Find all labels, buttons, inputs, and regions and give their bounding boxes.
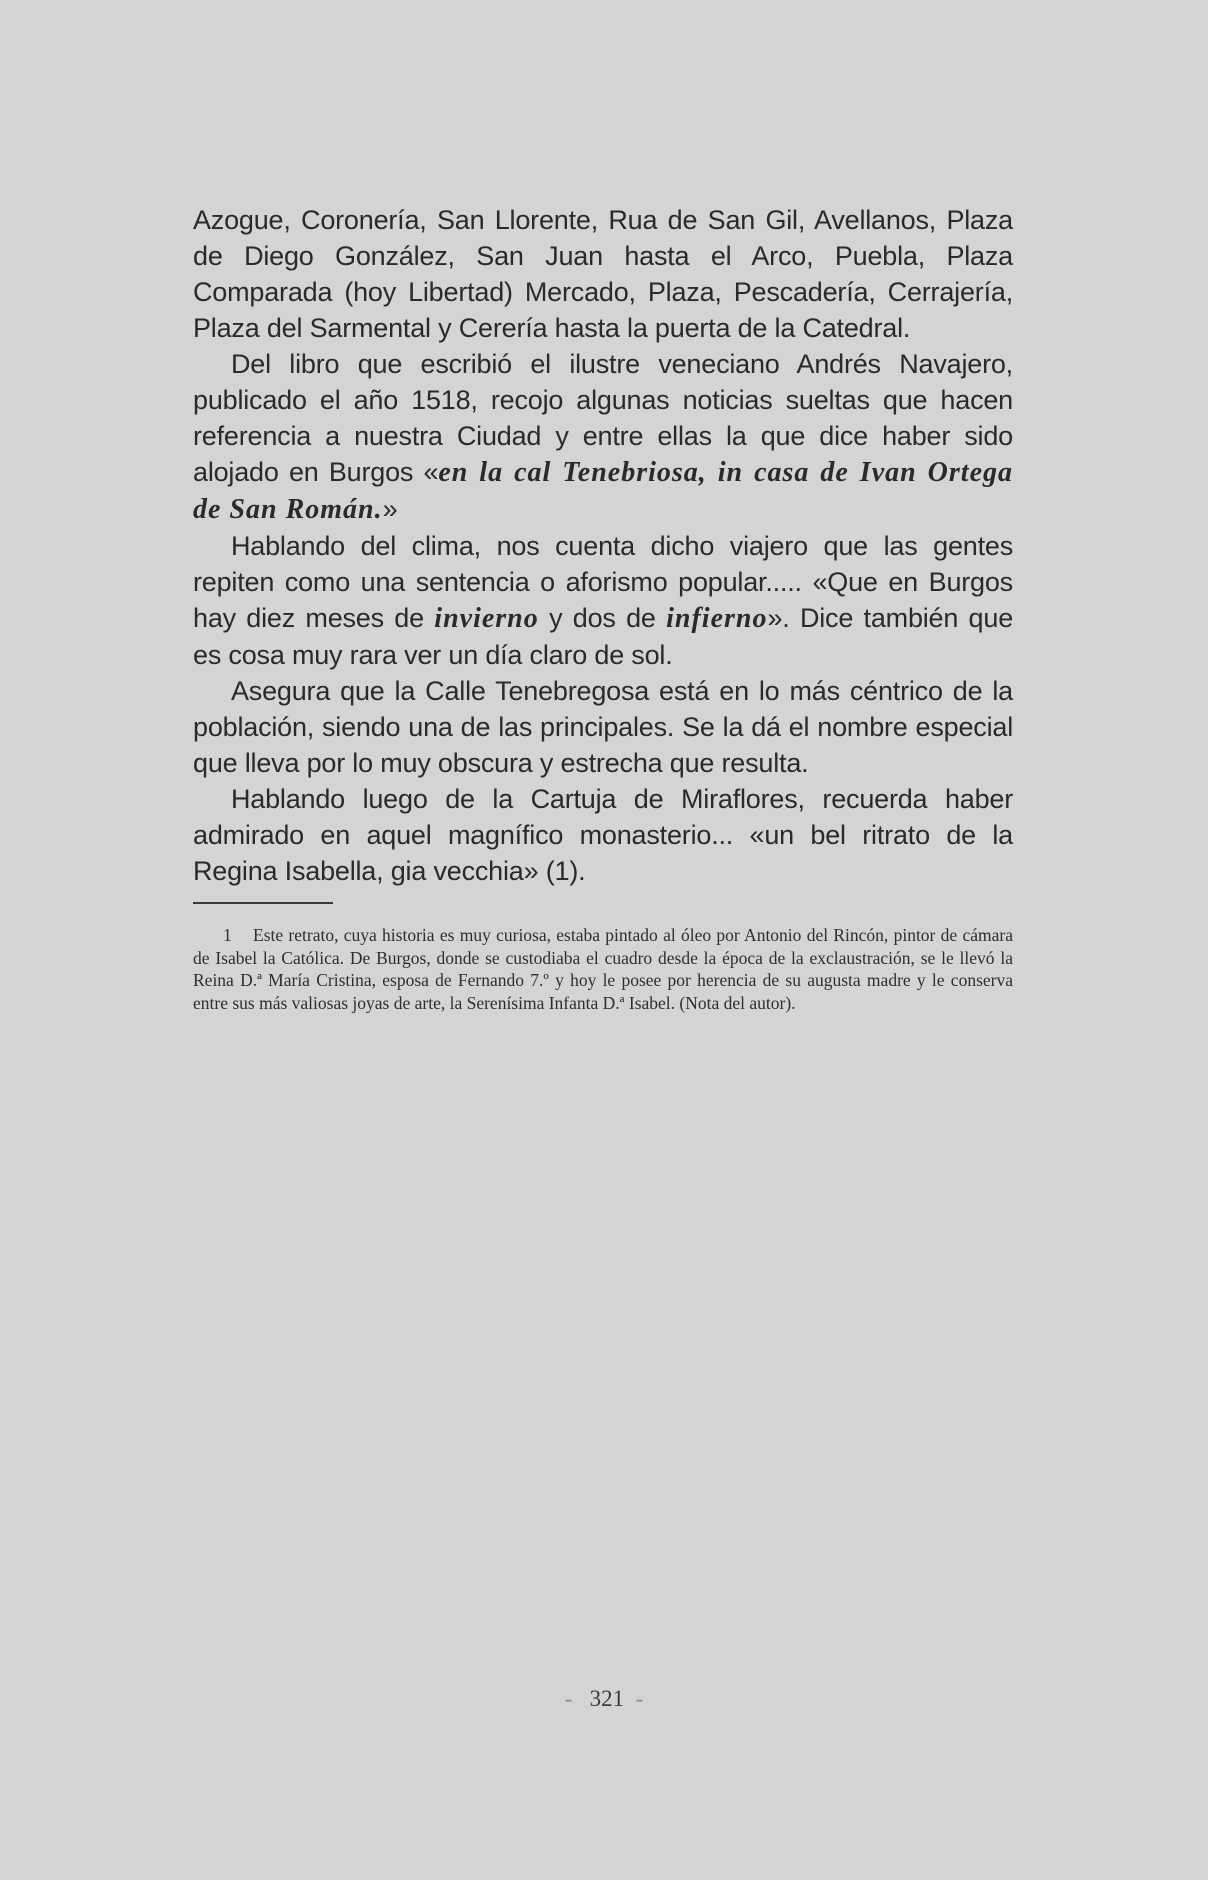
main-text bbox=[193, 202, 1013, 889]
paragraph-5: Hablando luego de la Cartuja de Miraflores, recuerda haber admirado en aquel magnífico monasterio... «un bel ritrato de la Regina Isabella, gia vecchia» (1). bbox=[193, 784, 1013, 886]
footnote-divider bbox=[193, 902, 333, 904]
page-number: 321 bbox=[589, 1686, 625, 1711]
paragraph-3-text-mid: y dos de bbox=[538, 603, 667, 633]
paragraph-2-text-a: Del libro que escribió el ilustre veneciano Andrés Navajero, publicado el año 1518, recojo algunas noticias sueltas que hacen referencia a nuestra Ciudad y entre ellas la que dice haber sido alojado en Burgos « bbox=[193, 349, 1013, 487]
paragraph-3-emphasis-2: infierno bbox=[666, 603, 768, 634]
paragraph-2-text-b: » bbox=[382, 494, 398, 524]
paragraph-2-emphasis: en la cal Tenebriosa, in casa de Ivan Ortega de San Román. bbox=[193, 457, 1014, 525]
paragraph-3-text-b: ». Dice también que es cosa muy rara ver un día claro de sol. bbox=[193, 603, 1014, 670]
paragraph-3-text-a: Hablando del clima, nos cuenta dicho viajero que las gentes repiten como una sentencia o aforismo popular..... «Que en Burgos hay diez meses de bbox=[193, 531, 1013, 633]
paragraph-4: Asegura que la Calle Tenebregosa está en lo más céntrico de la población, siendo una de las principales. Se la dá el nombre especial que lleva por lo muy obscura y estrecha que resulta. bbox=[193, 676, 1013, 778]
page-number-line bbox=[0, 1686, 1208, 1712]
footnote-number: 1 bbox=[223, 925, 232, 945]
paragraph-2 bbox=[193, 346, 1013, 528]
paragraph-3-emphasis-1: invierno bbox=[434, 603, 539, 634]
paragraph-3 bbox=[193, 528, 1013, 673]
folio-dash-left: - bbox=[564, 1686, 573, 1711]
footnote-text: Este retrato, cuya historia es muy curiosa, estaba pintado al óleo por Antonio del Rincón, pintor de cámara de Isabel la Católica. De Burgos, donde se custodiaba el cuadro desde la época de la exclaustración, se le llevó la Reina D.ª María Cristina, esposa de Fernando 7.º y hoy le posee por herencia de su augusta madre y le conserva entre sus más valiosas joyas de arte, la Serenísima Infanta D.ª Isabel. (Nota del autor). bbox=[193, 925, 1013, 1013]
folio-dash-right: - bbox=[635, 1686, 644, 1711]
footnote bbox=[193, 924, 1013, 1014]
paragraph-1: Azogue, Coronería, San Llorente, Rua de San Gil, Avellanos, Plaza de Diego González, San Juan hasta el Arco, Puebla, Plaza Comparada (hoy Libertad) Mercado, Plaza, Pescadería, Cerrajería, Plaza del Sarmental y Cerería hasta la puerta de la Catedral. bbox=[193, 205, 1013, 343]
